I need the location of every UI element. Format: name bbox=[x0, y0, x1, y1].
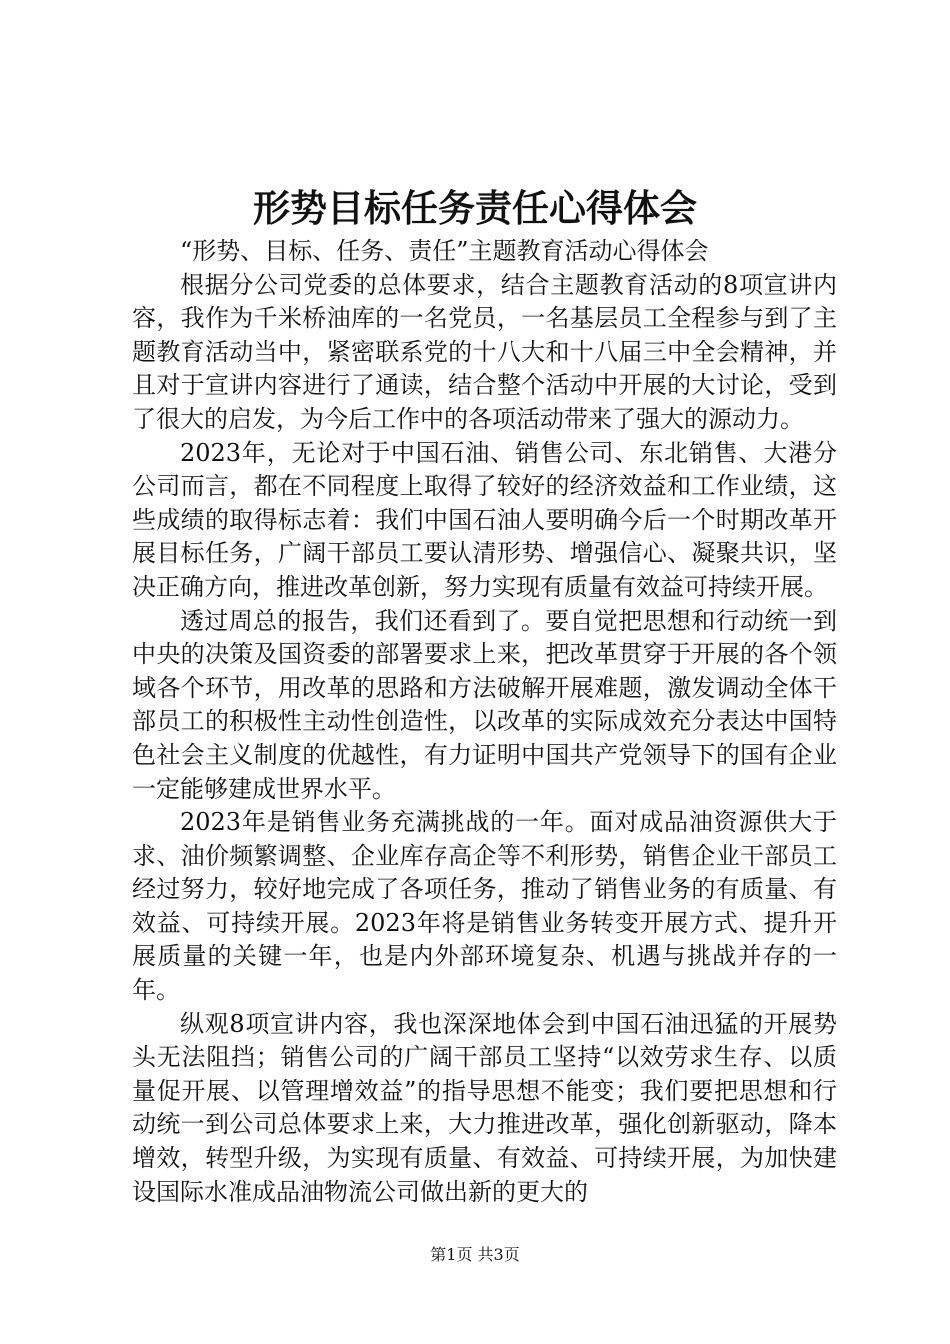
body-paragraph-3: 透过周总的报告，我们还看到了。要自觉把思想和行动统一到中央的决策及国资委的部署要求上来，把改革贯穿于开展的各个领域各个环节，用改革的思路和方法破解开展难题，激发调动全体干部员工的积极性主动性创造性，以改革的实际成效充分表达中国特色社会主义制度的优越性，有力证明中国共产党领导下的国有企业一定能够建成世界水平。 bbox=[132, 606, 837, 803]
document-body bbox=[132, 235, 837, 1209]
body-paragraph-4: 2023年是销售业务充满挑战的一年。面对成品油资源供大于求、油价频繁调整、企业库存高企等不利形势，销售企业干部员工经过努力，较好地完成了各项任务，推动了销售业务的有质量、有效益、可持续开展。2023年将是销售业务转变开展方式、提升开展质量的关键一年，也是内外部环境复杂、机遇与挑战并存的一年。 bbox=[132, 808, 837, 1005]
page-number-footer: 第1页 共3页 bbox=[430, 1245, 520, 1264]
document-title: 形势目标任务责任心得体会 bbox=[253, 186, 697, 230]
body-paragraph-1: 根据分公司党委的总体要求，结合主题教育活动的8项宣讲内容，我作为千米桥油库的一名党员，一名基层员工全程参与到了主题教育活动当中，紧密联系党的十八大和十八届三中全会精神，并且对于宣讲内容进行了通读，结合整个活动中开展的大讨论，受到了很大的启发，为今后工作中的各项活动带来了强大的源动力。 bbox=[132, 270, 837, 433]
document-subtitle: “形势、目标、任务、责任”主题教育活动心得体会 bbox=[180, 237, 709, 265]
body-paragraph-5: 纵观8项宣讲内容，我也深深地体会到中国石油迅猛的开展势头无法阻挡；销售公司的广阔干部员工坚持“以效劳求生存、以质量促开展、以管理增效益”的指导思想不能变；我们要把思想和行动统一到公司总体要求上来，大力推进改革，强化创新驱动，降本增效，转型升级，为实现有质量、有效益、可持续开展，为加快建设国际水准成品油物流公司做出新的更大的 bbox=[132, 1009, 837, 1206]
body-paragraph-2: 2023年，无论对于中国石油、销售公司、东北销售、大港分公司而言，都在不同程度上取得了较好的经济效益和工作业绩，这些成绩的取得标志着：我们中国石油人要明确今后一个时期改革开展目标任务，广阔干部员工要认清形势、增强信心、凝聚共识，坚决正确方向，推进改革创新，努力实现有质量有效益可持续开展。 bbox=[132, 438, 837, 601]
